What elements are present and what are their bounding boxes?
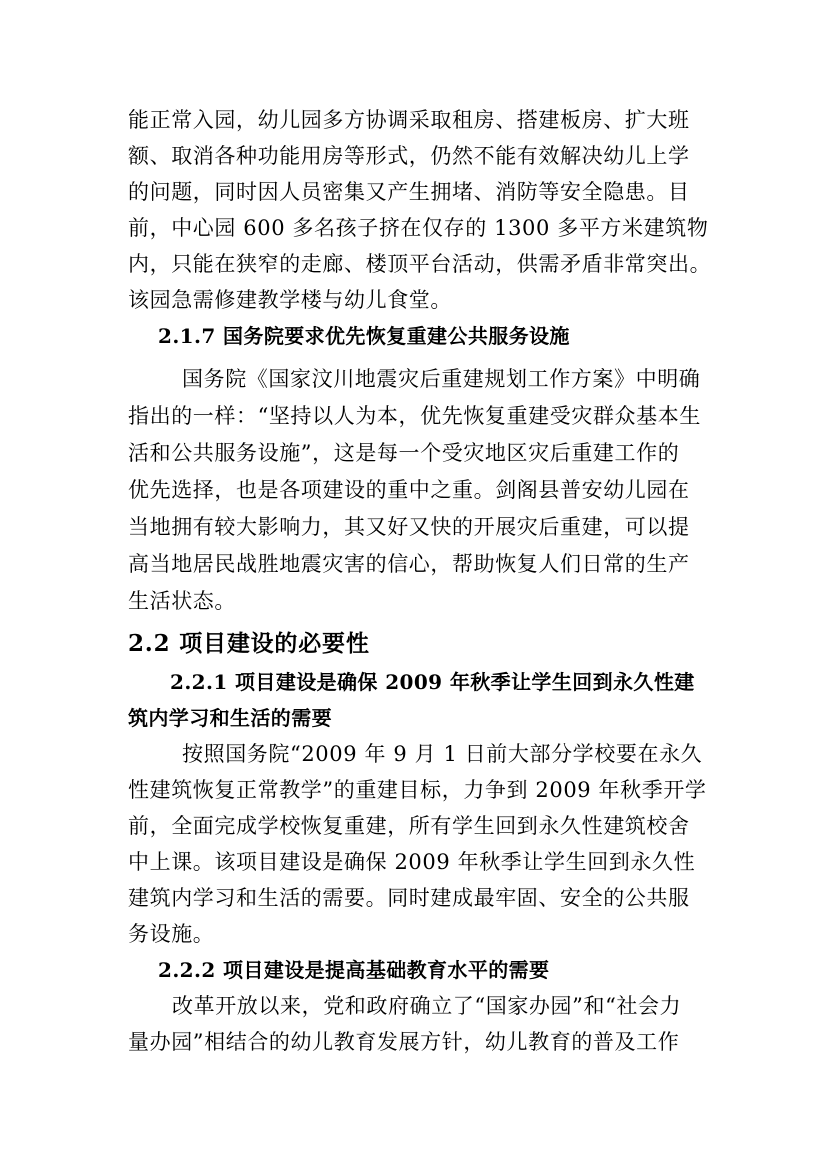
paragraph-line: 能正常入园，幼儿园多方协调采取租房、搭建板房、扩大班: [128, 108, 690, 132]
paragraph-line: 性建筑恢复正常教学”的重建目标，力争到 2009 年秋季开学: [128, 778, 707, 802]
paragraph-line: 活和公共服务设施”，这是每一个受灾地区灾后重建工作的: [128, 441, 680, 465]
paragraph-line: 内，只能在狭窄的走廊、楼顶平台活动，供需矛盾非常突出。: [128, 252, 712, 276]
paragraph-line: 当地拥有较大影响力，其又好又快的开展灾后重建，可以提: [128, 515, 690, 539]
paragraph-line: 前，中心园 600 多名孩子挤在仅存的 1300 多平方米建筑物: [128, 216, 709, 240]
paragraph-line: 额、取消各种功能用房等形式，仍然不能有效解决幼儿上学: [128, 144, 690, 168]
section-heading-2-1-7: 2.1.7 国务院要求优先恢复重建公共服务设施: [158, 324, 570, 348]
paragraph-line: 高当地居民战胜地震灾害的信心，帮助恢复人们日常的生产: [128, 552, 690, 576]
section-heading-2-2-2: 2.2.2 项目建设是提高基础教育水平的需要: [158, 958, 550, 982]
paragraph-line: 国务院《国家汶川地震灾后重建规划工作方案》中明确: [182, 367, 701, 391]
paragraph-line: 生活状态。: [128, 589, 236, 613]
section-heading-2-2-1: 2.2.1 项目建设是确保 2009 年秋季让学生回到永久性建: [170, 670, 695, 694]
section-heading-2-2-1-cont: 筑内学习和生活的需要: [128, 706, 332, 730]
paragraph-line: 建筑内学习和生活的需要。同时建成最牢固、安全的公共服: [128, 886, 690, 910]
paragraph-line: 量办园”相结合的幼儿教育发展方针，幼儿教育的普及工作: [128, 1030, 680, 1054]
paragraph-line: 按照国务院“2009 年 9 月 1 日前大部分学校要在永久: [182, 742, 703, 766]
paragraph-line: 改革开放以来，党和政府确立了“国家办园”和“社会力: [172, 994, 682, 1018]
paragraph-line: 该园急需修建教学楼与幼儿食堂。: [128, 288, 452, 312]
paragraph-line: 的问题，同时因人员密集又产生拥堵、消防等安全隐患。目: [128, 180, 690, 204]
paragraph-line: 中上课。该项目建设是确保 2009 年秋季让学生回到永久性: [128, 850, 696, 874]
paragraph-line: 优先选择，也是各项建设的重中之重。剑阁县普安幼儿园在: [128, 478, 690, 502]
section-heading-2-2: 2.2 项目建设的必要性: [128, 630, 370, 657]
paragraph-line: 前，全面完成学校恢复重建，所有学生回到永久性建筑校舍: [128, 814, 690, 838]
paragraph-line: 务设施。: [128, 922, 215, 946]
paragraph-line: 指出的一样：“坚持以人为本，优先恢复重建受灾群众基本生: [128, 404, 701, 428]
